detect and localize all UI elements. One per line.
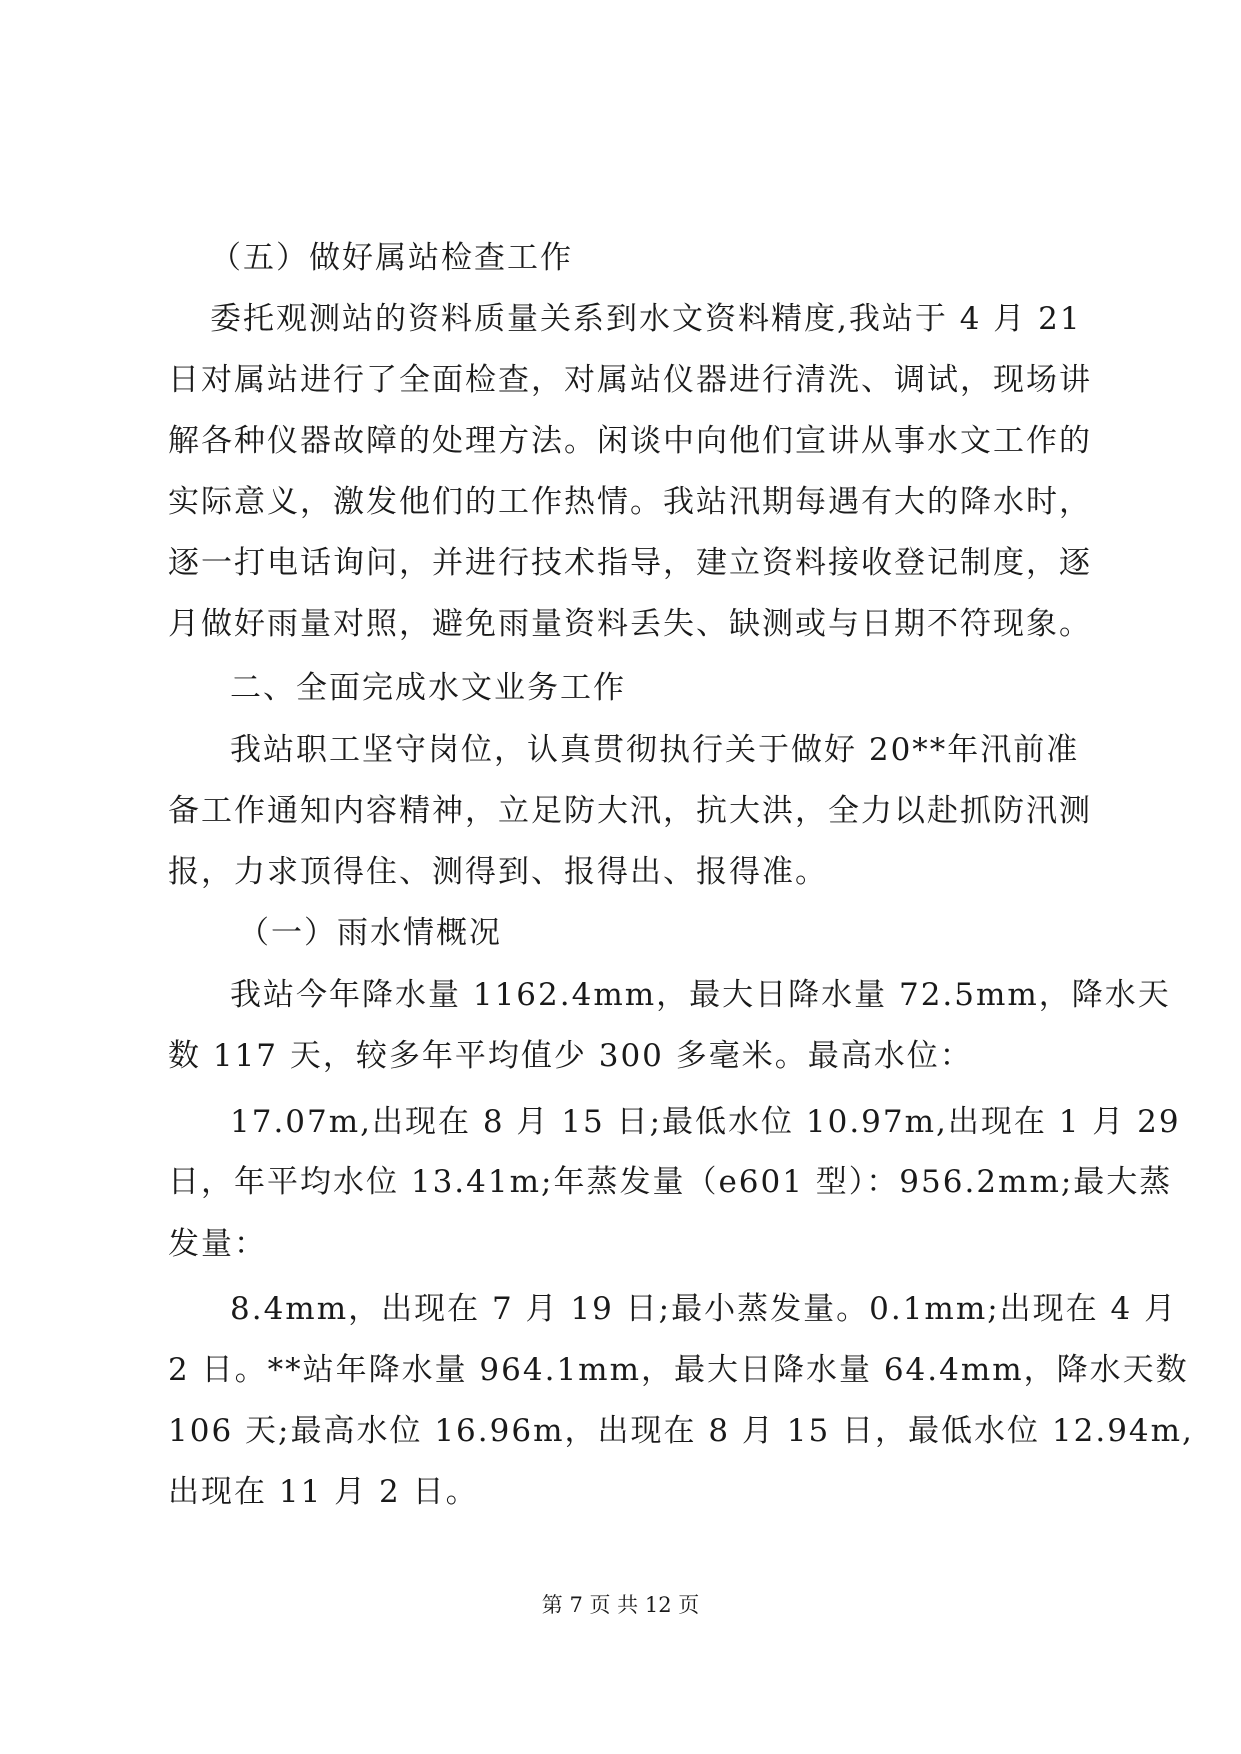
- paragraph-line: 我站今年降水量 1162.4mm，最大日降水量 72.5mm，降水天: [230, 977, 1171, 1013]
- paragraph-line: 日，年平均水位 13.41m;年蒸发量（e601 型）：956.2mm;最大蒸: [168, 1164, 1173, 1200]
- paragraph-line: 逐一打电话询问，并进行技术指导，建立资料接收登记制度，逐: [168, 545, 1092, 581]
- paragraph-line: 日对属站进行了全面检查，对属站仪器进行清洗、调试，现场讲: [168, 362, 1092, 398]
- paragraph-line: 报，力求顶得住、测得到、报得出、报得准。: [168, 854, 828, 890]
- paragraph-line: 17.07m,出现在 8 月 15 日;最低水位 10.97m,出现在 1 月 29: [230, 1104, 1181, 1140]
- paragraph-line: 解各种仪器故障的处理方法。闲谈中向他们宣讲从事水文工作的: [168, 423, 1092, 459]
- section-heading-inspection: （五）做好属站检查工作: [210, 240, 573, 276]
- paragraph-line: 数 117 天，较多年平均值少 300 多毫米。最高水位：: [168, 1038, 973, 1074]
- paragraph-line: 8.4mm，出现在 7 月 19 日;最小蒸发量。0.1mm;出现在 4 月: [230, 1291, 1178, 1327]
- paragraph-line: 出现在 11 月 2 日。: [168, 1474, 479, 1510]
- paragraph-line: 我站职工坚守岗位，认真贯彻执行关于做好 20**年汛前准: [230, 732, 1080, 768]
- section-heading-rain-overview: （一）雨水情概况: [238, 915, 502, 951]
- paragraph-line: 2 日。**站年降水量 964.1mm，最大日降水量 64.4mm，降水天数: [168, 1352, 1189, 1388]
- paragraph-line: 发量：: [168, 1226, 267, 1262]
- paragraph-line: 月做好雨量对照，避免雨量资料丢失、缺测或与日期不符现象。: [168, 606, 1092, 642]
- section-heading-hydrology: 二、全面完成水文业务工作: [230, 670, 626, 706]
- paragraph-line: 备工作通知内容精神，立足防大汛，抗大洪，全力以赴抓防汛测: [168, 793, 1092, 829]
- paragraph-line: 委托观测站的资料质量关系到水文资料精度,我站于 4 月 21: [210, 301, 1082, 337]
- paragraph-line: 实际意义，激发他们的工作热情。我站汛期每遇有大的降水时，: [168, 484, 1092, 520]
- page-number-footer: 第 7 页 共 12 页: [541, 1593, 700, 1617]
- paragraph-line: 106 天;最高水位 16.96m，出现在 8 月 15 日，最低水位 12.94m,: [168, 1413, 1194, 1449]
